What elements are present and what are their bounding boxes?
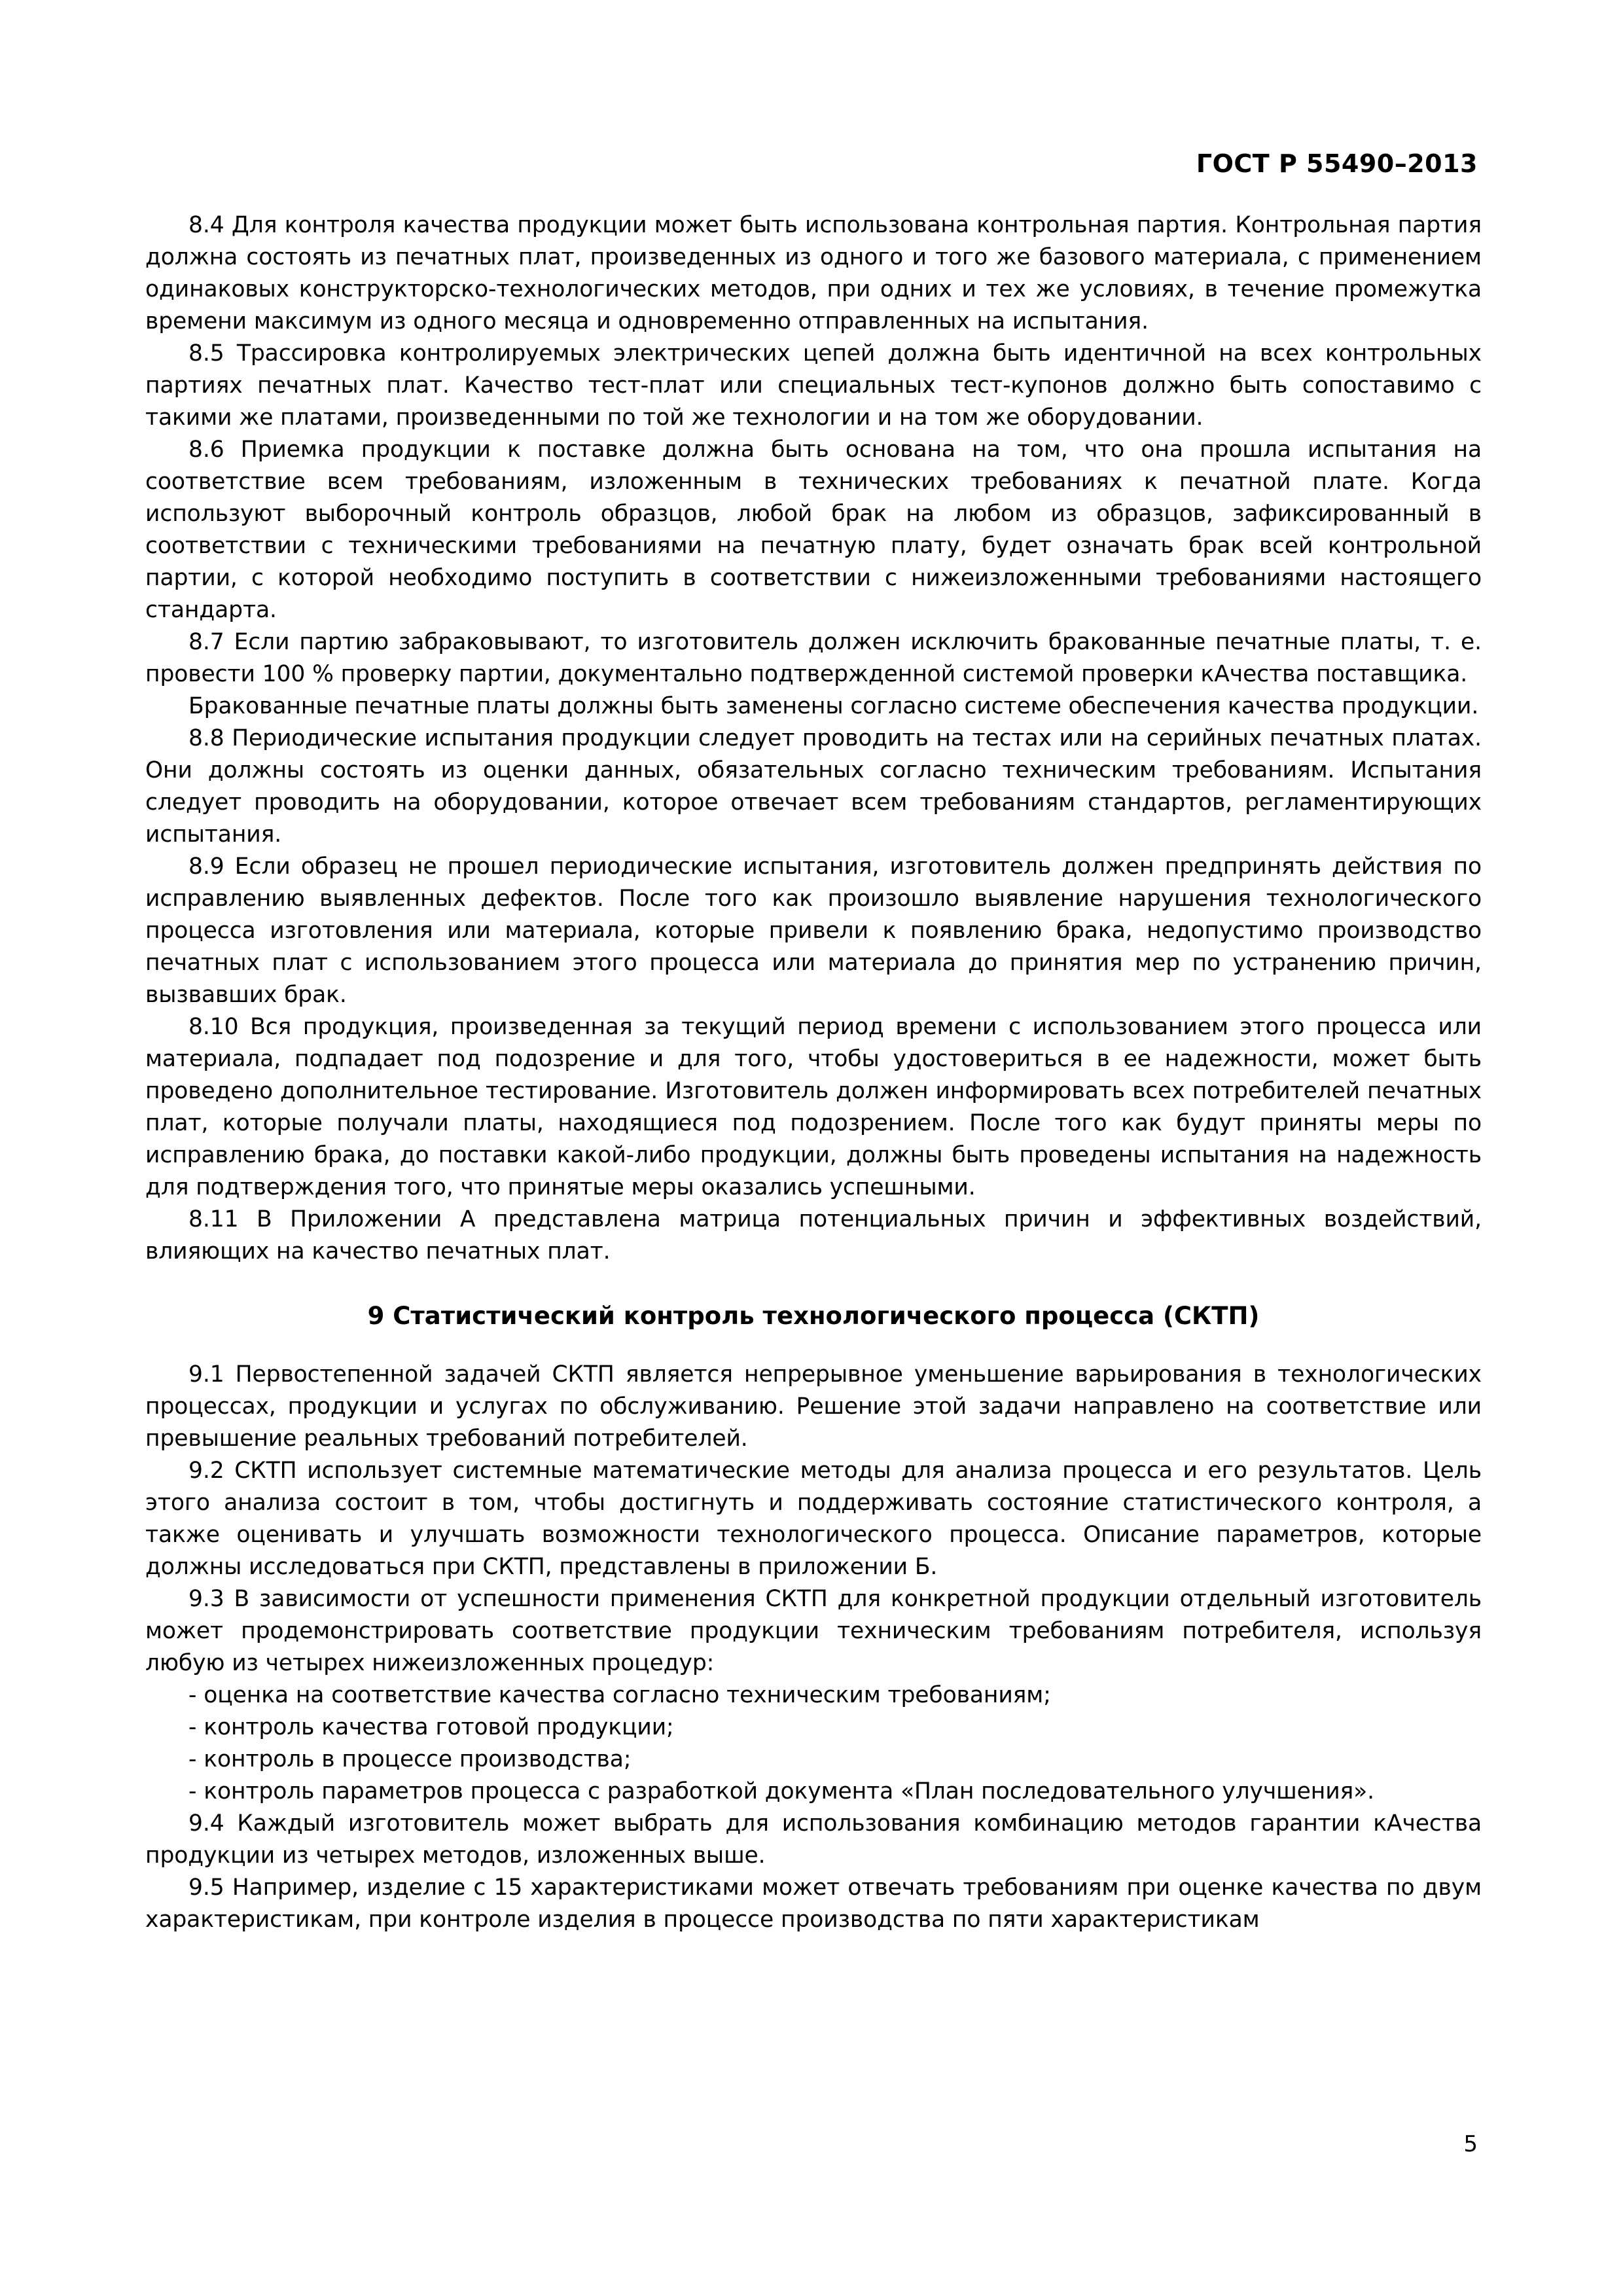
paragraph-8-11: 8.11 В Приложении А представлена матрица потенциальных причин и эффективных воздействий, влияющих на качество печатных плат. (145, 1206, 1482, 1265)
paragraph-8-8: 8.8 Периодические испытания продукции следует проводить на тестах или на серийных печатных платах. Они должны состоять из оценки данных, обязательных согласно техническим требованиям. Испытания следует проводить на оборудовании, которое отвечает всем требованиям стандартов, регламентирующих испытания. (145, 725, 1482, 848)
paragraph-9-4: 9.4 Каждый изготовитель может выбрать для использования комбинацию методов гарантии кАчества продукции из четырех методов, изложенных выше. (145, 1810, 1482, 1869)
paragraph-8-9: 8.9 Если образец не прошел периодические испытания, изготовитель должен предпринять действия по исправлению выявленных дефектов. После того как произошло выявление нарушения технологического процесса изготовления или материала, которые привели к появлению брака, недопустимо производство печатных плат с использованием этого процесса или материала до принятия мер по устранению причин, вызвавших брак. (145, 853, 1482, 1008)
paragraph-9-2: 9.2 СКТП использует системные математические методы для анализа процесса и его результатов. Цель этого анализа состоит в том, чтобы достигнуть и поддерживать состояние статистического контроля, а также оценивать и улучшать возможности технологического процесса. Описание параметров, которые должны исследоваться при СКТП, представлены в приложении Б. (145, 1458, 1482, 1580)
paragraph-8-7: 8.7 Если партию забраковывают, то изготовитель должен исключить бракованные печатные платы, т. е. провести 100 % проверку партии, документально подтвержденной системой проверки кАчества поставщика. (145, 629, 1482, 687)
section-heading-9: 9 Статистический контроль технологического процесса (СКТП) (367, 1302, 1260, 1330)
paragraph-8-4: 8.4 Для контроля качества продукции может быть использована контрольная партия. Контрольная партия должна состоять из печатных плат, произведенных из одного и того же базового материала, с применением одинаковых конструкторско-технологических методов, при одних и тех же условиях, в течение промежутка времени максимум из одного месяца и одновременно отправленных на испытания. (145, 212, 1482, 334)
list-item: - контроль качества готовой продукции; (188, 1714, 674, 1740)
paragraph-8-10: 8.10 Вся продукция, произведенная за текущий период времени с использованием этого процесса или материала, подпадает под подозрение и для того, чтобы удостовериться в ее надежности, может быть проведено дополнительное тестирование. Изготовитель должен информировать всех потребителей печатных плат, которые получали платы, находящиеся под подозрением. После того как будут приняты меры по исправлению брака, до поставки какой-либо продукции, должны быть проведены испытания на надежность для подтверждения того, что принятые меры оказались успешными. (145, 1014, 1482, 1200)
list-item: - контроль в процессе производства; (188, 1746, 632, 1772)
paragraph-defect-replacement: Бракованные печатные платы должны быть заменены согласно системе обеспечения качества продукции. (188, 693, 1479, 719)
list-item: - оценка на соответствие качества согласно техническим требованиям; (188, 1682, 1051, 1708)
standard-header: ГОСТ Р 55490–2013 (1196, 149, 1478, 178)
paragraph-8-5: 8.5 Трассировка контролируемых электрических цепей должна быть идентичной на всех контрольных партиях печатных плат. Качество тест-плат или специальных тест-купонов должно быть сопоставимо с такими же платами, произведенными по той же технологии и на том же оборудовании. (145, 340, 1482, 431)
paragraph-9-1: 9.1 Первостепенной задачей СКТП является непрерывное уменьшение варьирования в технологических процессах, продукции и услугах по обслуживанию. Решение этой задачи направлено на соответствие или превышение реальных требований потребителей. (145, 1361, 1482, 1452)
paragraph-9-3: 9.3 В зависимости от успешности применения СКТП для конкретной продукции отдельный изготовитель может продемонстрировать соответствие продукции техническим требованиям потребителя, используя любую из четырех нижеизложенных процедур: (145, 1586, 1482, 1676)
document-body (145, 209, 1482, 1936)
paragraph-8-6: 8.6 Приемка продукции к поставке должна быть основана на том, что она прошла испытания на соответствие всем требованиям, изложенным в технических требованиях к печатной плате. Когда используют выборочный контроль образцов, любой брак на любом из образцов, зафиксированный в соответствии с техническими требованиями на печатную плату, будет означать брак всей контрольной партии, с которой необходимо поступить в соответствии с нижеизложенными требованиями настоящего стандарта. (145, 437, 1482, 623)
page-number: 5 (1463, 2131, 1478, 2157)
paragraph-9-5: 9.5 Например, изделие с 15 характеристиками может отвечать требованиям при оценке качества по двум характеристикам, при контроле изделия в процессе производства по пяти характеристикам (145, 1874, 1482, 1933)
list-item: - контроль параметров процесса с разработкой документа «План последовательного улучшения». (188, 1778, 1375, 1804)
